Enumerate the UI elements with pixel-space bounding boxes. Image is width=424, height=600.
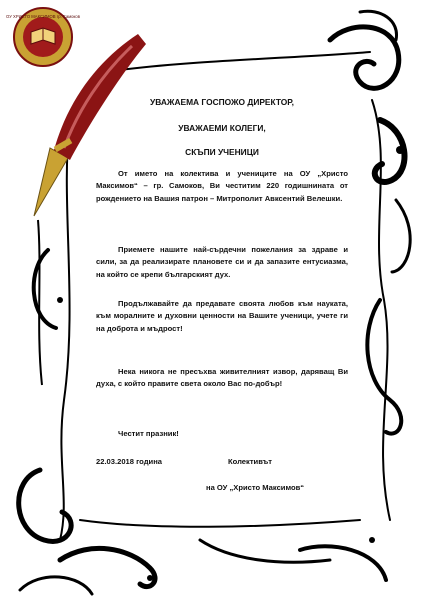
- paragraph-encouragement: Продължавайте да предавате своята любов към науката, към моралните и духовни ценности на Вашите ученици, учете ги на доброта и мъдрост!: [96, 299, 348, 333]
- letter-body: [96, 88, 348, 508]
- pen-nib: [34, 148, 68, 216]
- greeting-director: УВАЖАЕМА ГОСПОЖО ДИРЕКТОР,: [149, 97, 295, 107]
- logo-text: ОУ ХРИСТО МАКСИМОВ гр. Самоков: [6, 14, 80, 19]
- frame-dot-4: [369, 537, 375, 543]
- paragraph-wishes: Приемете нашите най-сърдечни пожелания за здраве и сили, за да реализирате плановете си и да запазите ентусиазма, на който се крепи българският дух.: [96, 245, 348, 279]
- frame-top-curve: [120, 52, 370, 70]
- frame-top-right-spiral: [330, 27, 399, 88]
- frame-dot-3: [147, 575, 153, 581]
- greeting-students: СКЪПИ УЧЕНИЦИ: [185, 147, 259, 157]
- closing-line: Честит празник!: [118, 429, 179, 438]
- frame-bottom-left-curl: [20, 577, 92, 594]
- frame-bottom-swirl-2: [200, 540, 330, 562]
- frame-dot-1: [396, 146, 404, 154]
- paragraph-blessing: Нека никога не пресъхва живителният извор, даряващ Ви духа, с който правите света около Вас по-добър!: [96, 367, 348, 389]
- frame-bottom-curve: [80, 520, 360, 527]
- pen-ink-line: [38, 220, 42, 385]
- letter-date: 22.03.2018 година: [96, 457, 163, 466]
- frame-right-swirl-2: [392, 200, 410, 272]
- signature-school: на ОУ „Христо Максимов“: [206, 483, 305, 492]
- greeting-colleagues: УВАЖАЕМИ КОЛЕГИ,: [178, 123, 266, 133]
- frame-bottom-right-curl: [300, 546, 386, 580]
- signature-collective: Колективът: [228, 457, 272, 466]
- paragraph-congratulation: От името на колектива и учениците на ОУ „Христо Максимов“ – гр. Самоков, Ви честитим 220 годишнината от рождението на Вашия патрон – Митрополит Авксентий Велешки.: [96, 169, 348, 203]
